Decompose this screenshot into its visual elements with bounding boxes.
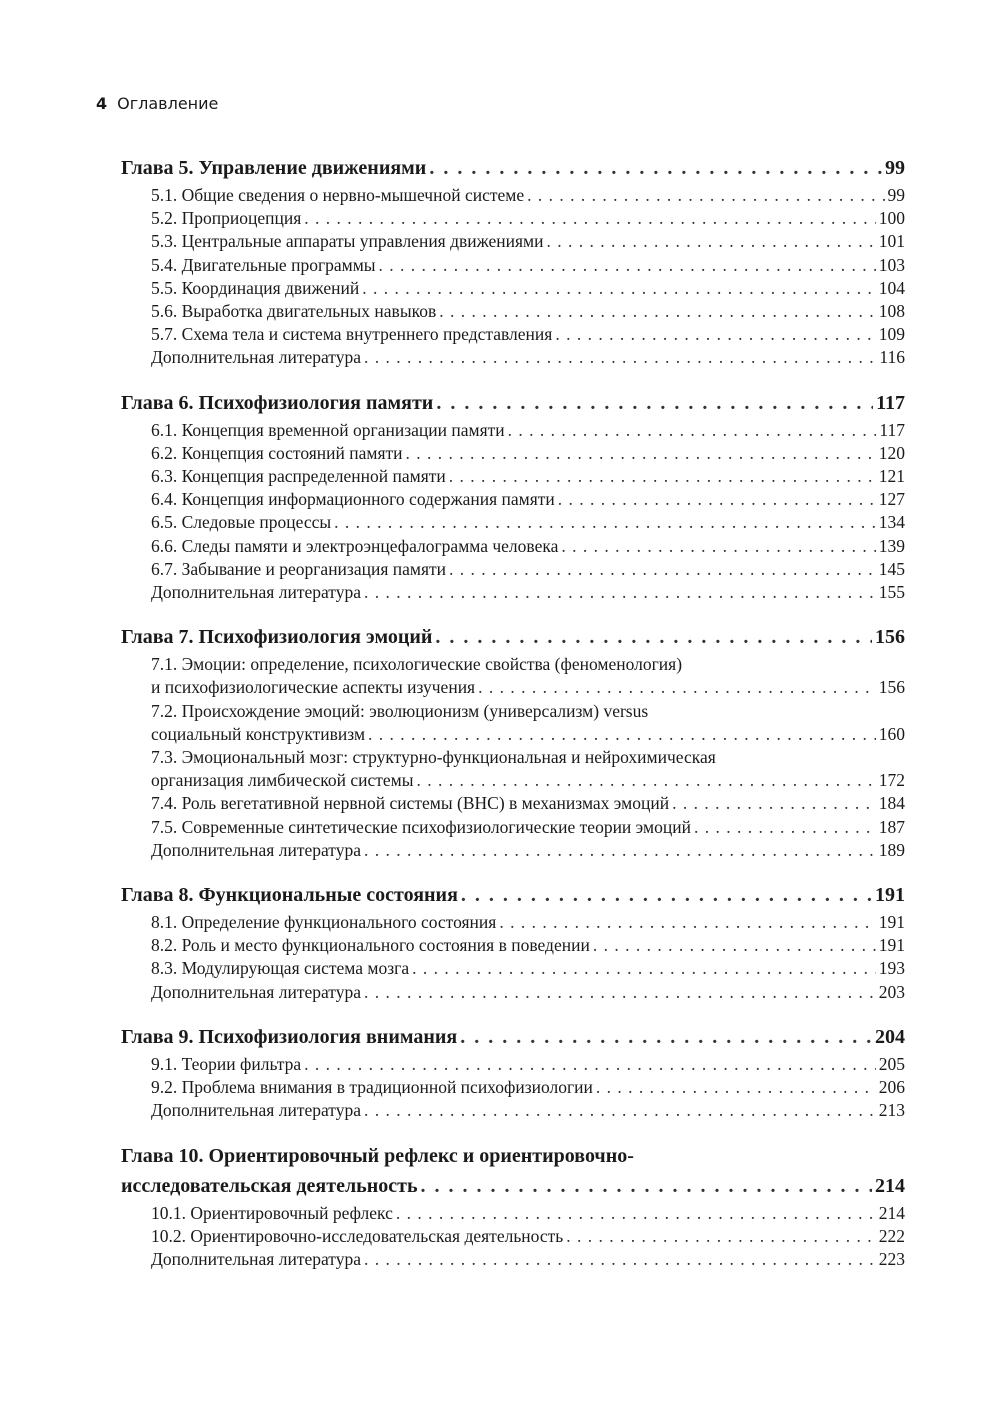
- leader-dots: [449, 465, 876, 488]
- toc-entry-page-number: 156: [878, 677, 905, 698]
- toc-entry-page-number: 108: [878, 301, 905, 322]
- chapter-section: [121, 880, 905, 1004]
- toc-entry: [151, 535, 905, 558]
- toc-entry-page-number: 116: [879, 347, 905, 368]
- toc-entry-row: [151, 230, 905, 253]
- toc-entry-page-number: 191: [878, 935, 905, 956]
- leader-dots: [368, 723, 876, 746]
- chapter-heading: [121, 622, 905, 652]
- chapter-section: [121, 622, 905, 862]
- chapter-title: Глава 7. Психофизиология эмоций: [121, 626, 433, 649]
- toc-entry-page-number: 193: [878, 958, 905, 979]
- toc-entry: [151, 277, 905, 300]
- leader-dots: [364, 581, 876, 604]
- chapter-title: Глава 8. Функциональные состояния: [121, 884, 458, 907]
- toc-entry-line: 7.3. Эмоциональный мозг: структурно-функциональная и нейрохимическая: [151, 747, 716, 768]
- toc-entry-title: 6.3. Концепция распределенной памяти: [151, 466, 446, 487]
- leader-dots: [334, 511, 876, 534]
- toc-entry-page-number: 101: [878, 231, 905, 252]
- chapter-title: исследовательская деятельность: [121, 1174, 418, 1197]
- toc-entry-page-number: 120: [878, 442, 905, 463]
- toc-entry-page-number: 121: [878, 466, 905, 487]
- toc-entry: [151, 792, 905, 815]
- toc-entry: [151, 323, 905, 346]
- leader-dots: [449, 558, 876, 581]
- leader-dots: [406, 442, 876, 465]
- toc-entry-row: [151, 465, 905, 488]
- toc-entry-page-number: 155: [878, 582, 905, 603]
- toc-entry-title: 9.1. Теории фильтра: [151, 1053, 302, 1074]
- toc-entry: [151, 254, 905, 277]
- toc-entry-title: Дополнительная литература: [151, 1248, 361, 1269]
- toc-entry-title: 6.6. Следы памяти и электроэнцефалограмма человека: [151, 535, 559, 556]
- toc-entry-page-number: 160: [878, 723, 905, 744]
- chapter-title-line: Глава 10. Ориентировочный рефлекс и ориентировочно-: [121, 1144, 634, 1167]
- toc-entry-row: [151, 207, 905, 230]
- toc-entry-row: [151, 1202, 905, 1225]
- toc-entry-page-number: 117: [879, 419, 905, 440]
- toc-entry-title: 5.7. Схема тела и система внутреннего представления: [151, 324, 553, 345]
- toc-entry-row: [151, 346, 905, 369]
- toc-entry-title: Дополнительная литература: [151, 1100, 361, 1121]
- toc-entry-title: 10.2. Ориентировочно-исследовательская деятельность: [151, 1225, 564, 1246]
- leader-dots: [364, 346, 876, 369]
- leader-dots: [396, 1202, 876, 1225]
- toc-entry: [151, 746, 905, 792]
- toc-entry-page-number: 206: [878, 1077, 905, 1098]
- chapter-title-row: [121, 388, 905, 418]
- toc-entry-page-number: 139: [878, 535, 905, 556]
- toc-entry-row: [151, 581, 905, 604]
- chapter-page-number: 191: [875, 884, 905, 907]
- toc-entry-title: 5.1. Общие сведения о нервно-мышечной системе: [151, 185, 525, 205]
- toc-entry-row: [151, 676, 905, 699]
- running-title: Оглавление: [117, 94, 219, 113]
- toc-entry-title: 7.4. Роль вегетативной нервной системы (ВНС) в механизмах эмоций: [151, 793, 670, 814]
- chapter-title-row: [121, 153, 905, 183]
- leader-dots: [421, 1171, 872, 1201]
- toc-entry: [151, 1053, 905, 1076]
- toc-entry-row: [151, 488, 905, 511]
- toc-entry-title: 10.1. Ориентировочный рефлекс: [151, 1202, 393, 1223]
- chapter-section: [121, 153, 905, 370]
- toc-entry: [151, 442, 905, 465]
- toc-entry-row: [151, 277, 905, 300]
- toc-entry-page-number: 223: [878, 1248, 905, 1269]
- chapter-heading: [121, 1141, 905, 1201]
- toc-entry-row: [151, 254, 905, 277]
- leader-dots: [555, 323, 875, 346]
- toc-entry-title: организация лимбической системы: [151, 770, 414, 791]
- leader-dots: [439, 300, 876, 323]
- toc-entry-row: [151, 184, 905, 207]
- chapter-title: Глава 5. Управление движениями: [121, 157, 427, 179]
- leader-dots: [304, 1053, 876, 1076]
- leader-dots: [672, 792, 876, 815]
- toc-entry-row: [151, 1099, 905, 1122]
- toc-entry-title: 7.5. Современные синтетические психофизиологические теории эмоций: [151, 816, 691, 837]
- toc-entry-page-number: 109: [878, 324, 905, 345]
- leader-dots: [593, 934, 876, 957]
- toc-entry: [151, 558, 905, 581]
- toc-entry-page-number: 222: [878, 1225, 905, 1246]
- toc-entry-title: 8.3. Модулирующая система мозга: [151, 958, 410, 979]
- chapter-title-row: [121, 1022, 905, 1052]
- toc-entry-page-number: 134: [878, 512, 905, 533]
- toc-entry-page-number: 184: [878, 793, 905, 814]
- toc-entry-title: 5.4. Двигательные программы: [151, 254, 376, 275]
- toc-entry-page-number: 187: [878, 816, 905, 837]
- toc-entry-page-number: 104: [878, 277, 905, 298]
- leader-dots: [364, 981, 876, 1004]
- toc-entry-title: Дополнительная литература: [151, 839, 361, 860]
- toc-entry-title: социальный конструктивизм: [151, 723, 366, 744]
- leader-dots: [364, 1099, 876, 1122]
- toc-entry: [151, 700, 905, 746]
- leader-dots: [436, 388, 873, 418]
- toc-entry-row: [151, 1076, 905, 1099]
- toc-entry-page-number: 172: [878, 770, 905, 791]
- toc-entry: [151, 839, 905, 862]
- toc-entry: [151, 511, 905, 534]
- toc-entry-row: [151, 957, 905, 980]
- toc-entry-title: 5.6. Выработка двигательных навыков: [151, 301, 437, 322]
- leader-dots: [304, 207, 875, 230]
- chapter-heading: [121, 388, 905, 418]
- leader-dots: [412, 957, 876, 980]
- toc-entry: [151, 1225, 905, 1248]
- toc-entry: [151, 230, 905, 253]
- toc-entry: [151, 581, 905, 604]
- leader-dots: [566, 1225, 876, 1248]
- toc-entry-page-number: 191: [878, 912, 905, 933]
- leader-dots: [461, 880, 872, 910]
- leader-dots: [478, 676, 876, 699]
- toc-entry-line: 7.2. Происхождение эмоций: эволюционизм (универсализм) versus: [151, 700, 649, 721]
- leader-dots: [435, 622, 872, 652]
- leader-dots: [694, 816, 876, 839]
- chapter-title-row: [121, 1171, 905, 1201]
- table-of-contents: [121, 153, 905, 1289]
- toc-entry-title: 5.5. Координация движений: [151, 277, 360, 298]
- toc-entry-title: 9.2. Проблема внимания в традиционной психофизиологии: [151, 1077, 593, 1098]
- toc-entry: [151, 653, 905, 699]
- chapter-page-number: 117: [876, 391, 905, 414]
- toc-entry: [151, 1076, 905, 1099]
- toc-entry: [151, 300, 905, 323]
- toc-entry-row: [151, 769, 905, 792]
- toc-entry-line: 7.1. Эмоции: определение, психологические свойства (феноменология): [151, 654, 683, 675]
- toc-entry-row: [151, 300, 905, 323]
- toc-entry: [151, 816, 905, 839]
- toc-entry: [151, 488, 905, 511]
- toc-entry-title: Дополнительная литература: [151, 981, 361, 1002]
- toc-entry-page-number: 189: [878, 839, 905, 860]
- toc-entry-row: [151, 816, 905, 839]
- toc-entry-row: [151, 1248, 905, 1271]
- toc-entry-title: 8.1. Определение функционального состояния: [151, 912, 497, 933]
- toc-entry: [151, 981, 905, 1004]
- toc-entry-title: 5.2. Проприоцепция: [151, 208, 302, 229]
- toc-entry-page-number: 205: [878, 1053, 905, 1074]
- chapter-section: [121, 1141, 905, 1272]
- toc-entry-title: 5.3. Центральные аппараты управления движениями: [151, 231, 544, 252]
- leader-dots: [558, 488, 876, 511]
- chapter-heading: [121, 880, 905, 910]
- leader-dots: [527, 184, 884, 207]
- chapter-heading: [121, 1022, 905, 1052]
- toc-entry-row: [151, 934, 905, 957]
- chapter-title: Глава 6. Психофизиология памяти: [121, 391, 434, 414]
- toc-entry-page-number: 103: [878, 254, 905, 275]
- leader-dots: [379, 254, 876, 277]
- toc-entry-title: и психофизиологические аспекты изучения: [151, 677, 476, 698]
- chapter-title-row: [121, 622, 905, 652]
- toc-entry: [151, 1202, 905, 1225]
- chapter-page-number: 214: [875, 1174, 905, 1197]
- chapter-heading: [121, 153, 905, 183]
- leader-dots: [547, 230, 876, 253]
- leader-dots: [460, 1022, 872, 1052]
- toc-entry-row: [151, 839, 905, 862]
- toc-entry-row: [151, 981, 905, 1004]
- toc-entry: [151, 957, 905, 980]
- chapter-title: Глава 9. Психофизиология внимания: [121, 1025, 458, 1048]
- toc-entry-page-number: 127: [878, 489, 905, 510]
- toc-entry: [151, 1099, 905, 1122]
- toc-entry-row: [151, 442, 905, 465]
- toc-entry-row: [151, 911, 905, 934]
- toc-entry-title: Дополнительная литература: [151, 347, 361, 368]
- running-head: [96, 94, 218, 113]
- toc-entry-title: 6.4. Концепция информационного содержания памяти: [151, 489, 555, 510]
- leader-dots: [362, 277, 875, 300]
- chapter-title-row: [121, 880, 905, 910]
- toc-entry-title: 6.5. Следовые процессы: [151, 512, 332, 533]
- toc-entry-page-number: 213: [878, 1100, 905, 1121]
- toc-entry-row: [151, 419, 905, 442]
- chapter-section: [121, 388, 905, 605]
- page-number: 4: [96, 94, 108, 113]
- toc-entry-page-number: 214: [878, 1202, 905, 1223]
- leader-dots: [364, 839, 876, 862]
- toc-entry-row: [151, 323, 905, 346]
- toc-entry: [151, 1248, 905, 1271]
- leader-dots: [596, 1076, 876, 1099]
- toc-entry-title: Дополнительная литература: [151, 582, 361, 603]
- toc-entry: [151, 346, 905, 369]
- leader-dots: [499, 911, 875, 934]
- toc-entry-page-number: 203: [878, 981, 905, 1002]
- toc-entry: [151, 207, 905, 230]
- toc-entry-row: [151, 1053, 905, 1076]
- leader-dots: [429, 153, 882, 183]
- toc-entry-row: [151, 535, 905, 558]
- chapter-page-number: 156: [875, 626, 905, 649]
- toc-entry-page-number: 145: [878, 558, 905, 579]
- toc-entry-page-number: 100: [878, 208, 905, 229]
- toc-entry-title: 6.7. Забывание и реорганизация памяти: [151, 558, 447, 579]
- leader-dots: [508, 419, 877, 442]
- leader-dots: [364, 1248, 876, 1271]
- leader-dots: [561, 535, 875, 558]
- toc-entry-row: [151, 558, 905, 581]
- toc-entry-row: [151, 511, 905, 534]
- chapter-page-number: 204: [875, 1025, 905, 1048]
- toc-entry-row: [151, 792, 905, 815]
- leader-dots: [416, 769, 875, 792]
- toc-entry-page-number: 99: [887, 185, 905, 205]
- toc-entry: [151, 419, 905, 442]
- toc-entry-title: 8.2. Роль и место функционального состояния в поведении: [151, 935, 590, 956]
- toc-entry-row: [151, 723, 905, 746]
- toc-entry-title: 6.1. Концепция временной организации памяти: [151, 419, 505, 440]
- chapter-page-number: 99: [885, 157, 905, 179]
- toc-entry: [151, 465, 905, 488]
- toc-entry-row: [151, 1225, 905, 1248]
- toc-entry: [151, 184, 905, 207]
- toc-entry: [151, 911, 905, 934]
- toc-entry-title: 6.2. Концепция состояний памяти: [151, 442, 403, 463]
- chapter-section: [121, 1022, 905, 1123]
- toc-entry: [151, 934, 905, 957]
